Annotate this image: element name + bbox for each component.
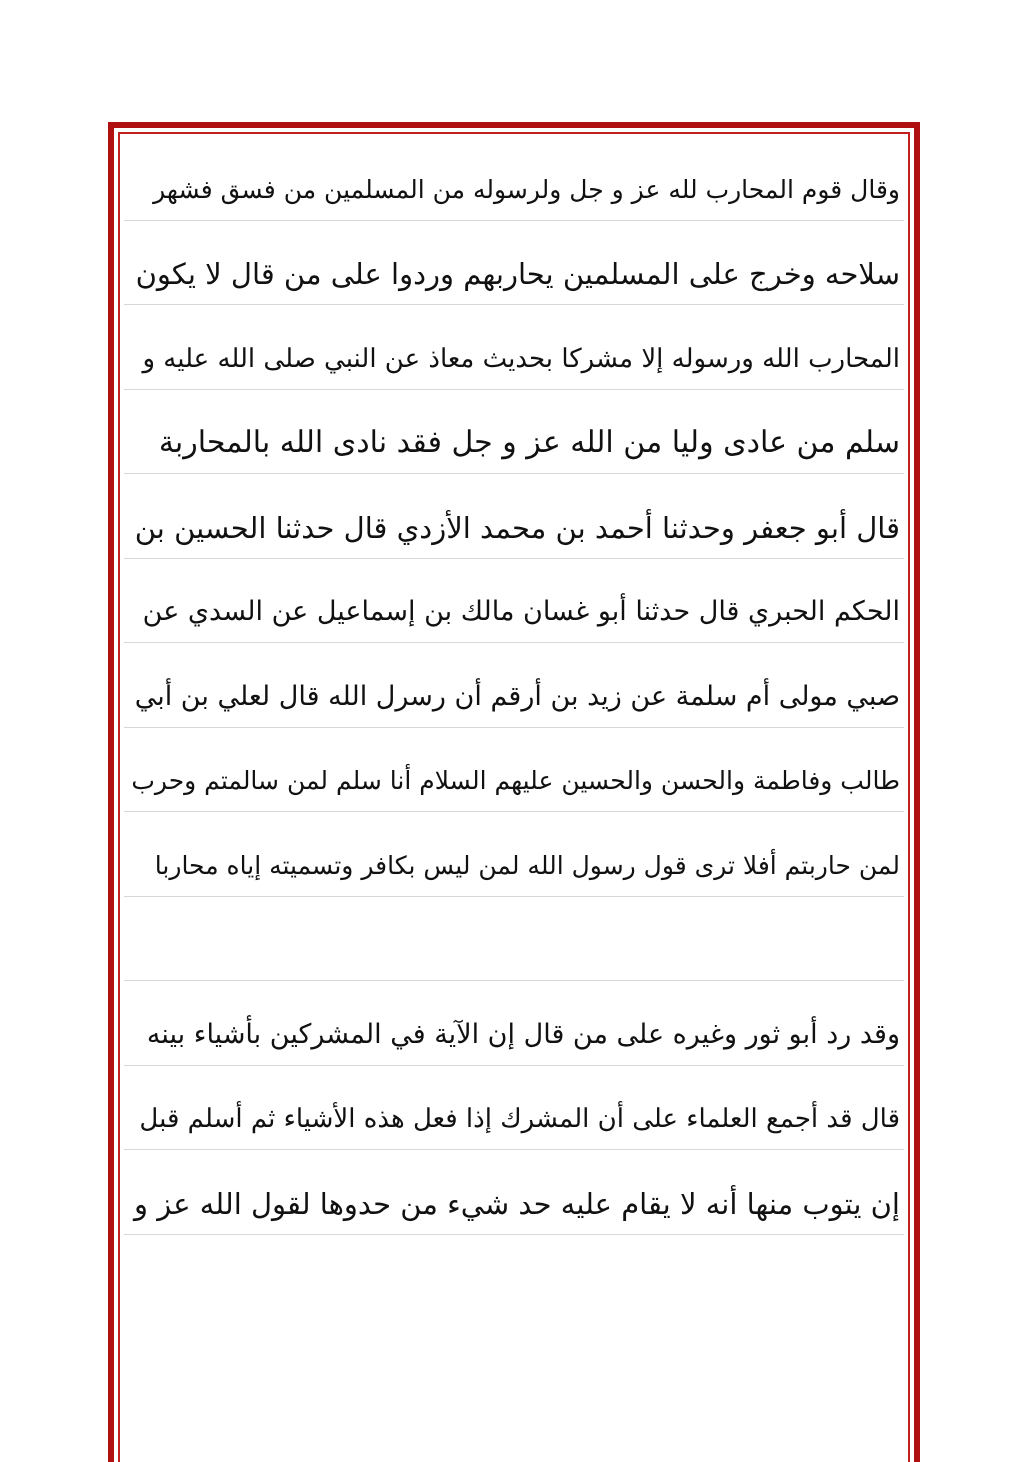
blank-line (124, 897, 904, 982)
text-line-content: صبي مولى أم سلمة عن زيد بن أرقم أن رسرل الله قال لعلي بن أبي (134, 680, 900, 712)
text-line (124, 728, 904, 813)
text-line (124, 136, 904, 221)
text-line-content: سلاحه وخرج على المسلمين يحاربهم وردوا على من قال لا يكون (135, 257, 900, 291)
text-line (124, 305, 904, 390)
text-line-content: لمن حاربتم أفلا ترى قول رسول الله لمن ليس بكافر وتسميته إياه محاربا (154, 850, 900, 880)
text-line-content: وقال قوم المحارب لله عز و جل ولرسوله من المسلمين من فسق فشهر (153, 174, 900, 204)
text-line-content: إن يتوب منها أنه لا يقام عليه حد شيء من حدوها لقول الله عز و (133, 1186, 900, 1221)
text-line (124, 812, 904, 897)
text-line (124, 559, 904, 644)
text-line (124, 390, 904, 475)
text-line (124, 1150, 904, 1235)
text-line-content: الحكم الحبري قال حدثنا أبو غسان مالك بن إسماعيل عن السدي عن (142, 596, 900, 627)
text-line-content: قال قد أجمع العلماء على أن المشرك إذا فعل هذه الأشياء ثم أسلم قبل (139, 1104, 900, 1134)
text-line-content: طالب وفاطمة والحسن والحسين عليهم السلام أنا سلم لمن سالمتم وحرب (131, 766, 900, 795)
text-line-content: وقد رد أبو ثور وغيره على من قال إن الآية في المشركين بأشياء بينه (146, 1018, 900, 1050)
text-line-content: سلم من عادى وليا من الله عز و جل فقد نادى الله بالمحاربة (158, 425, 900, 460)
text-line (124, 474, 904, 559)
text-line (124, 981, 904, 1066)
text-line-content: قال أبو جعفر وحدثنا أحمد بن محمد الأزدي قال حدثنا الحسين بن (134, 510, 900, 545)
text-line (124, 221, 904, 306)
text-line (124, 643, 904, 728)
text-body (124, 136, 904, 1235)
text-line (124, 1066, 904, 1151)
text-line-content: المحارب الله ورسوله إلا مشركا بحديث معاذ عن النبي صلى الله عليه و (142, 343, 900, 374)
